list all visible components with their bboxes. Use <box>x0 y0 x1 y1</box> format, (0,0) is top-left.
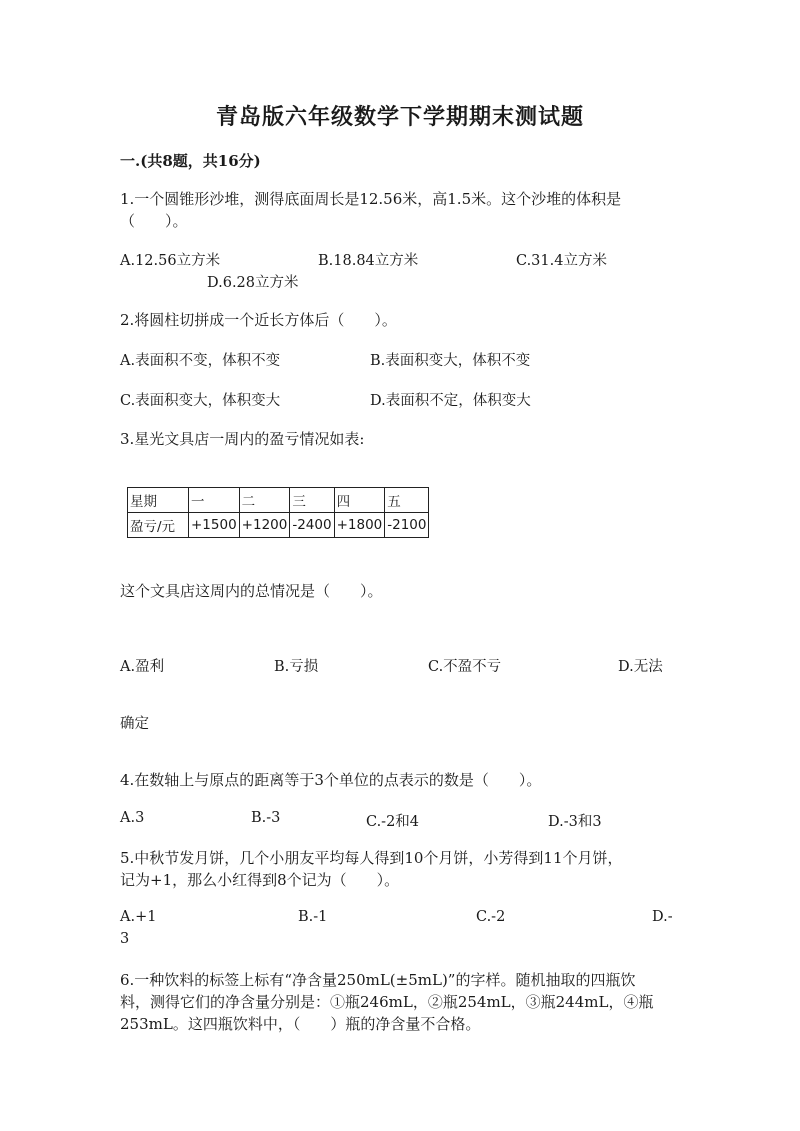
q4-option-d: D.-3和3 <box>548 814 602 830</box>
q4-option-a: A.3 <box>120 810 145 826</box>
q5-option-c: C.-2 <box>476 909 506 925</box>
q3-option-d: D.无法 <box>618 659 663 675</box>
q1-option-d: D.6.28立方米 <box>207 275 299 291</box>
table-cell: 五 <box>385 488 429 513</box>
question-6-text-cont2: 253mL。这四瓶饮料中，（ ）瓶的净含量不合格。 <box>120 1015 481 1033</box>
table-cell: 三 <box>290 488 334 513</box>
question-4-text: 4.在数轴上与原点的距离等于3个单位的点表示的数是（ ）。 <box>120 771 542 789</box>
table-cell: 星期 <box>128 488 189 513</box>
q3-option-b: B.亏损 <box>274 659 319 675</box>
q2-option-a: A.表面积不变，体积不变 <box>120 353 281 369</box>
q1-option-a: A.12.56立方米 <box>120 253 221 269</box>
table-cell: -2400 <box>290 513 334 538</box>
q5-option-d: D.- <box>652 909 673 925</box>
table-cell: 盈亏/元 <box>128 513 189 538</box>
q3-option-c: C.不盈不亏 <box>428 659 502 675</box>
q5-option-b: B.-1 <box>298 909 328 925</box>
q4-option-c: C.-2和4 <box>366 814 420 830</box>
q3-option-d-wrap: 确定 <box>120 716 149 732</box>
question-5-text-cont: 记为+1，那么小红得到8个记为（ ）。 <box>120 871 400 889</box>
q1-option-c: C.31.4立方米 <box>516 253 607 269</box>
section-heading: 一.(共8题，共16分) <box>120 152 261 170</box>
question-1-text: 1.一个圆锥形沙堆，测得底面周长是12.56米，高1.5米。这个沙堆的体积是 <box>120 190 622 208</box>
table-cell: 二 <box>239 488 290 513</box>
q2-option-b: B.表面积变大，体积不变 <box>370 353 531 369</box>
table-cell: 四 <box>334 488 385 513</box>
question-1-text-cont: （ ）。 <box>120 212 188 230</box>
q1-option-b: B.18.84立方米 <box>318 253 419 269</box>
question-5-text: 5.中秋节发月饼，几个小朋友平均每人得到10个月饼，小芳得到11个月饼， <box>120 849 623 867</box>
question-6-text-cont: 料，测得它们的净含量分别是：①瓶246mL，②瓶254mL，③瓶244mL，④瓶 <box>120 993 654 1011</box>
table-cell: +1200 <box>239 513 290 538</box>
q2-option-c: C.表面积变大，体积变大 <box>120 393 281 409</box>
profit-loss-table <box>127 487 429 538</box>
q5-option-a: A.+1 <box>120 909 157 925</box>
page-title: 青岛版六年级数学下学期期末测试题 <box>215 104 584 130</box>
question-6-text: 6.一种饮料的标签上标有“净含量250mL(±5mL)”的字样。随机抽取的四瓶饮 <box>120 971 636 989</box>
table-row <box>128 488 429 513</box>
table-cell: -2100 <box>385 513 429 538</box>
q5-option-d-wrap: 3 <box>120 931 130 947</box>
q4-option-b: B.-3 <box>251 810 281 826</box>
question-3-text: 3.星光文具店一周内的盈亏情况如表: <box>120 430 365 448</box>
table-cell: +1800 <box>334 513 385 538</box>
table-cell: 一 <box>189 488 240 513</box>
q3-option-a: A.盈利 <box>120 659 165 675</box>
table-row <box>128 513 429 538</box>
question-3-prompt: 这个文具店这周内的总情况是（ ）。 <box>120 582 383 600</box>
q2-option-d: D.表面积不定，体积变大 <box>370 393 531 409</box>
table-cell: +1500 <box>189 513 240 538</box>
question-2-text: 2.将圆柱切拼成一个近长方体后（ ）。 <box>120 311 397 329</box>
